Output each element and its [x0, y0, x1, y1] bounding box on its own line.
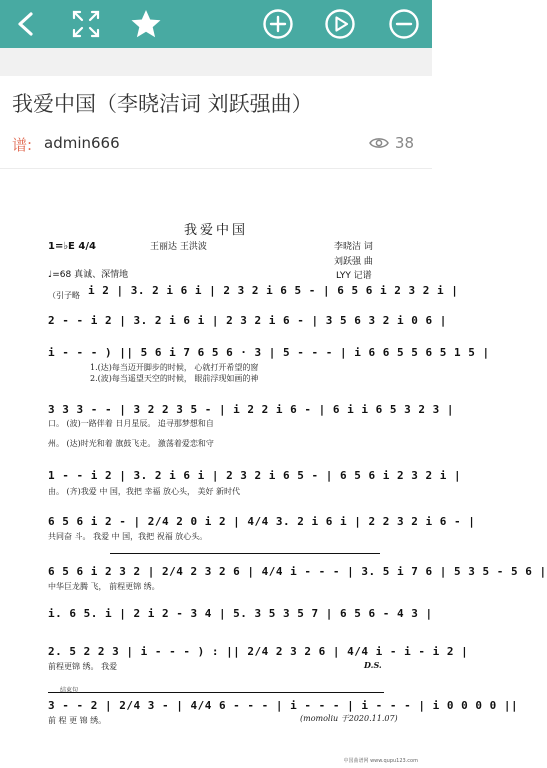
lyric-row-7: 前 程 更 锦 绣。 — [48, 716, 107, 725]
author-link[interactable]: admin666 — [44, 134, 120, 152]
coda-label: 结束句 — [60, 687, 79, 694]
song-title: 我爱中国（李晓洁词 刘跃强曲） — [12, 92, 313, 116]
view-count — [369, 134, 414, 152]
chevron-left-icon — [13, 11, 39, 37]
staff-row-5: 1 - - i 2 | 3. 2 i 6 i | 2 3 2 i 6 5 - | 6 5 6 i 2 3 2 i | — [48, 469, 462, 482]
plus-circle-icon — [262, 8, 294, 40]
sheet-music-image[interactable] — [0, 205, 547, 768]
play-circle-icon — [324, 8, 356, 40]
top-toolbar — [0, 0, 432, 48]
staff-row-7: 6 5 6 i 2 3 2 | 2/4 2 3 2 6 | 4/4 i - - - | 3. 5 i 7 6 | 5 3 5 - 5 6 | — [48, 565, 547, 578]
toolbar-shadow-band — [0, 48, 432, 76]
score-credit: (momoliu 于2020.11.07) — [300, 714, 398, 723]
zoom-out-button[interactable] — [384, 4, 424, 44]
lyric-row-6: 前程更锦 绣。 我爱 — [48, 662, 118, 671]
lyric-row-2a: 口。 (波)一路伴着 日月星辰。 追寻那梦想和自 — [48, 419, 214, 428]
expand-icon — [72, 10, 100, 38]
lyric-row-4: 共同奋 斗。 我爱 中 国，我把 祝福 放心头。 — [48, 532, 208, 541]
score-composer: 刘跃强 曲 — [334, 257, 373, 267]
staff-row-2: 2 - - i 2 | 3. 2 i 6 i | 2 3 2 i 6 - | 3 5 6 3 2 i 0 6 | — [48, 314, 447, 327]
fullscreen-button[interactable] — [66, 4, 106, 44]
score-singers: 王丽达 王洪波 — [150, 242, 207, 252]
coda-line — [48, 692, 384, 693]
score-title: 我爱中国 — [183, 223, 248, 238]
staff-row-4: 3 3 3 - - | 3 2 2 3 5 - | i 2 2 i 6 - | 6 i i 6 5 3 2 3 | — [48, 403, 454, 416]
watermark: 中国曲谱网 www.qupu123.com — [343, 758, 418, 764]
lyric-row-1b: 2.(波)每当遥望天空的时候， 眼前浮现如画的神 — [90, 374, 259, 383]
favorite-button[interactable] — [126, 4, 166, 44]
staff-row-8: i. 6 5. i | 2 i 2 - 3 4 | 5. 3 5 3 5 7 | 6 5 6 - 4 3 | — [48, 607, 433, 620]
eye-icon — [369, 136, 389, 150]
ds-marking: D.S. — [364, 660, 382, 670]
play-button[interactable] — [320, 4, 360, 44]
author-label: 谱: — [12, 136, 33, 154]
lyric-row-3: 由。 (齐)我爱 中 国，我把 幸福 放心头， 美好 新时代 — [48, 487, 241, 496]
staff-row-9: 2. 5 2 2 3 | i - - - ) : || 2/4 2 3 2 6 | 4/4 i - i - i 2 | — [48, 645, 469, 658]
staff-row-10: 3 - - 2 | 2/4 3 - | 4/4 6 - - - | i - - - | i - - - | i 0 0 0 0 || — [48, 699, 519, 712]
score-key: 1=♭E 4/4 — [48, 241, 96, 252]
view-count-value: 38 — [394, 134, 414, 152]
back-button[interactable] — [6, 4, 46, 44]
lyric-row-5: 中华巨龙腾 飞， 前程更锦 绣。 — [48, 582, 160, 591]
lyric-row-1a: 1.(达)每当迈开脚步的时候， 心就打开希望的窗 — [90, 363, 259, 372]
song-meta — [12, 134, 420, 156]
score-lyricist: 李晓洁 词 — [334, 242, 373, 252]
score-transcriber: LYY 记谱 — [336, 271, 372, 281]
staff-row-3: i - - - ) || 5 6 i 7 6 5 6 · 3 | 5 - - - | i 6 6 5 5 6 5 1 5 | — [48, 346, 490, 359]
score-intro-tag: （引子略 — [48, 291, 80, 300]
zoom-in-button[interactable] — [258, 4, 298, 44]
staff-row-1: i 2 | 3. 2 i 6 i | 2 3 2 i 6 5 - | 6 5 6 i 2 3 2 i | — [88, 284, 459, 297]
score-tempo: ♩=68 真诚、深情地 — [48, 270, 129, 280]
star-icon — [130, 8, 162, 40]
staff-row-6: 6 5 6 i 2 - | 2/4 2 0 i 2 | 4/4 3. 2 i 6 i | 2 2 3 2 i 6 - | — [48, 515, 476, 528]
minus-circle-icon — [388, 8, 420, 40]
volta-line — [110, 553, 380, 554]
divider — [0, 168, 432, 169]
lyric-row-2b: 州。 (达)时光和着 旗鼓飞走。 激荡着爱恋和守 — [48, 439, 214, 448]
